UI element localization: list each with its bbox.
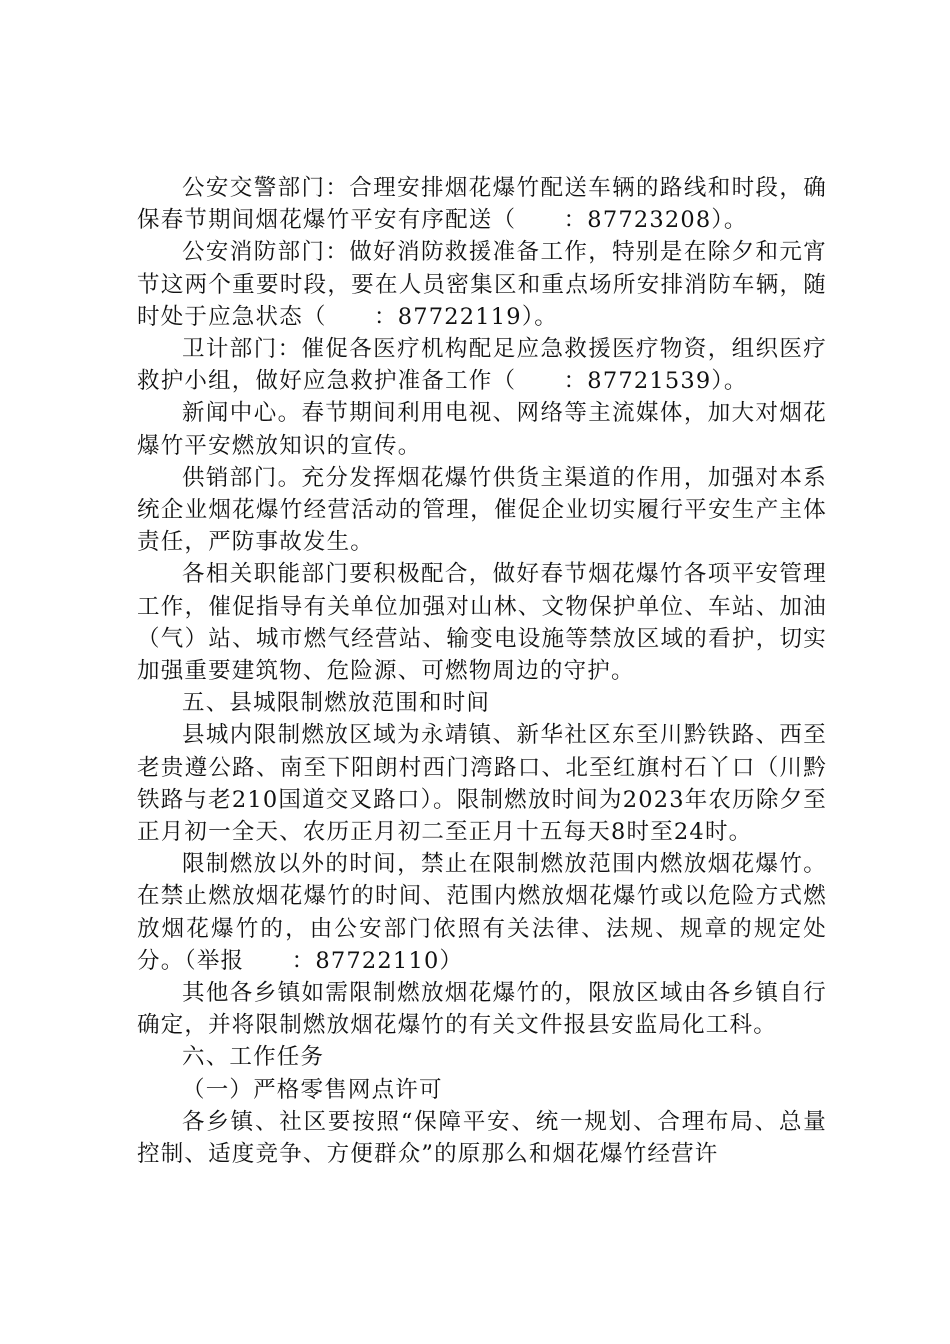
paragraph-supply-department: 供销部门。充分发挥烟花爆竹供货主渠道的作用，加强对本系统企业烟花爆竹经营活动的管理，催促企业切实履行平安生产主体责任，严防事故发生。 bbox=[137, 464, 827, 556]
paragraph-traffic-police: 公安交警部门：合理安排烟花爆竹配送车辆的路线和时段，确保春节期间烟花爆竹平安有序配送（ ：87723208）。 bbox=[137, 175, 827, 234]
paragraph-retail-permit: 各乡镇、社区要按照“保障平安、统一规划、合理布局、总量控制、适度竞争、方便群众”的原那么和烟花爆竹经营许 bbox=[137, 1108, 827, 1168]
section-heading-5: 五、县城限制燃放范围和时间 bbox=[182, 690, 491, 717]
paragraph-health-department: 卫计部门：催促各医疗机构配足应急救援医疗物资，组织医疗救护小组，做好应急救护准备工作（ ：87721539）。 bbox=[137, 336, 827, 395]
paragraph-prohibition: 限制燃放以外的时间，禁止在限制燃放范围内燃放烟花爆竹。在禁止燃放烟花爆竹的时间、范围内燃放烟花爆竹或以危险方式燃放烟花爆竹的，由公安部门依照有关法律、法规、规章的规定处分。（举报 ：87722110） bbox=[137, 851, 827, 974]
paragraph-other-towns: 其他各乡镇如需限制燃放烟花爆竹的，限放区域由各乡镇自行确定，并将限制燃放烟花爆竹的有关文件报县安监局化工科。 bbox=[137, 980, 827, 1039]
paragraph-related-departments: 各相关职能部门要积极配合，做好春节烟花爆竹各项平安管理工作，催促指导有关单位加强对山林、文物保护单位、车站、加油（气）站、城市燃气经营站、输变电设施等禁放区域的看护，切实加强重要建筑物、危险源、可燃物周边的守护。 bbox=[137, 561, 827, 685]
paragraph-news-center: 新闻中心。春节期间利用电视、网络等主流媒体，加大对烟花爆竹平安燃放知识的宣传。 bbox=[137, 400, 827, 459]
paragraph-restricted-area: 县城内限制燃放区域为永靖镇、新华社区东至川黔铁路、西至老贵遵公路、南至下阳朗村西门湾路口、北至红旗村石丫口（川黔铁路与老210国道交叉路口）。限制燃放时间为2023年农历除夕至正月初一全天、农历正月初二至正月十五每天8时至24时。 bbox=[137, 722, 827, 846]
section-heading-6: 六、工作任务 bbox=[182, 1044, 325, 1071]
paragraph-fire-department: 公安消防部门：做好消防救援准备工作，特别是在除夕和元宵节这两个重要时段，要在人员密集区和重点场所安排消防车辆，随时处于应急状态（ ：87722119）。 bbox=[137, 239, 827, 330]
document-body bbox=[137, 172, 827, 1170]
subsection-heading-1: （一）严格零售网点许可 bbox=[182, 1076, 443, 1103]
